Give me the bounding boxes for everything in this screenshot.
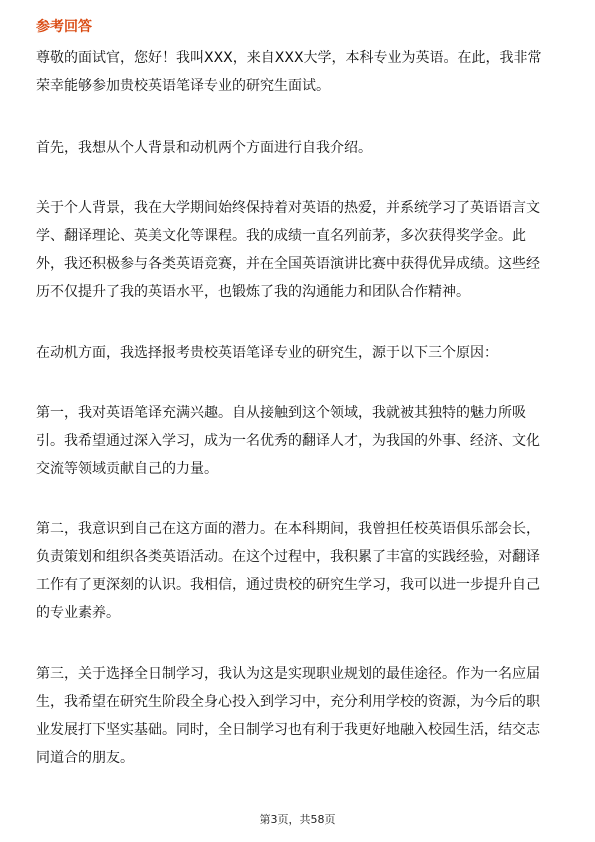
body-line: 第二，我意识到自己在这方面的潜力。在本科期间，我曾担任校英语俱乐部会长， — [36, 521, 540, 537]
body-line: 同道合的朋友。 — [36, 750, 134, 766]
body-line: 尊敬的面试官，您好！我叫XXX，来自XXX大学，本科专业为英语。在此，我非常 — [36, 50, 542, 66]
body-line: 负责策划和组织各类英语活动。在这个过程中，我积累了丰富的实践经验，对翻译 — [36, 549, 540, 565]
body-line: 关于个人背景，我在大学期间始终保持着对英语的热爱，并系统学习了英语语言文 — [36, 200, 540, 216]
section-heading: 参考回答 — [36, 19, 92, 35]
body-line: 生，我希望在研究生阶段全身心投入到学习中，充分利用学校的资源，为今后的职 — [36, 694, 540, 710]
body-line: 外，我还积极参与各类英语竞赛，并在全国英语演讲比赛中获得优异成绩。这些经 — [36, 256, 540, 272]
page-number: 第3页，共58页 — [259, 813, 336, 826]
body-line: 第三，关于选择全日制学习，我认为这是实现职业规划的最佳途径。作为一名应届 — [36, 666, 540, 682]
body-line: 引。我希望通过深入学习，成为一名优秀的翻译人才，为我国的外事、经济、文化 — [36, 433, 540, 449]
body-line: 第一，我对英语笔译充满兴趣。自从接触到这个领域，我就被其独特的魅力所吸 — [36, 405, 526, 421]
body-line: 首先，我想从个人背景和动机两个方面进行自我介绍。 — [36, 140, 372, 156]
body-line: 的专业素养。 — [36, 605, 120, 621]
body-line: 工作有了更深刻的认识。我相信，通过贵校的研究生学习，我可以进一步提升自己 — [36, 577, 540, 593]
body-line: 业发展打下坚实基础。同时，全日制学习也有利于我更好地融入校园生活，结交志 — [36, 722, 540, 738]
body-line: 荣幸能够参加贵校英语笔译专业的研究生面试。 — [36, 78, 330, 94]
body-line: 历不仅提升了我的英语水平，也锻炼了我的沟通能力和团队合作精神。 — [36, 284, 470, 300]
body-line: 在动机方面，我选择报考贵校英语笔译专业的研究生，源于以下三个原因： — [36, 345, 498, 361]
body-line: 学、翻译理论、英美文化等课程。我的成绩一直名列前茅，多次获得奖学金。此 — [36, 228, 526, 244]
body-line: 交流等领域贡献自己的力量。 — [36, 461, 218, 477]
